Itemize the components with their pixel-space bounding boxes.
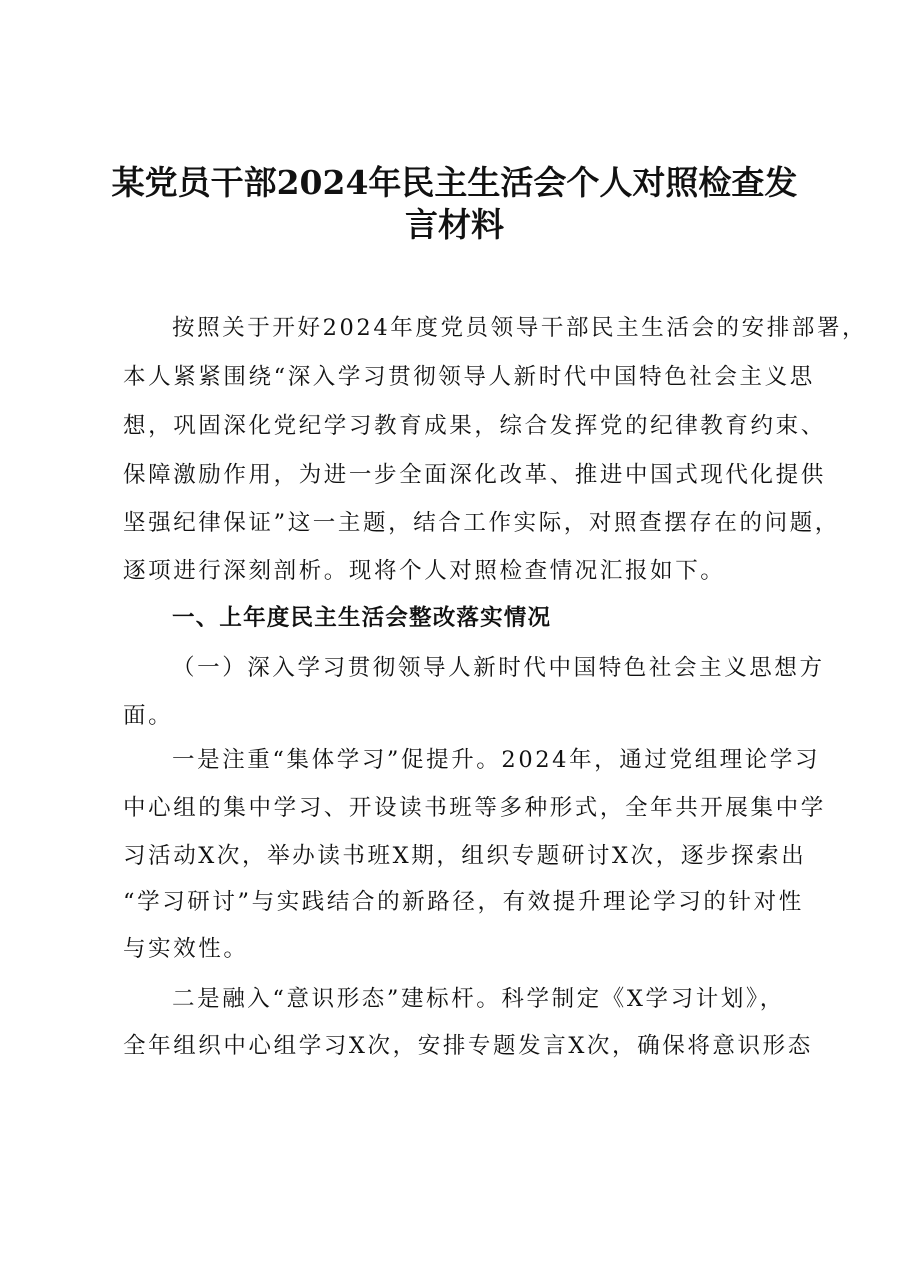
- body-text-line: 二是融入“意识形态”建标杆。科学制定《X学习计划》，: [172, 986, 785, 1012]
- body-text-line: 保障激励作用，为进一步全面深化改革、推进中国式现代化提供: [123, 462, 826, 488]
- body-text-line: 中心组的集中学习、开设读书班等多种形式，全年共开展集中学: [123, 795, 826, 821]
- body-text-line: 想，巩固深化党纪学习教育成果，综合发挥党的纪律教育约束、: [123, 413, 826, 439]
- body-text-line: 坚强纪律保证”这一主题，结合工作实际，对照查摆存在的问题，: [123, 510, 840, 536]
- body-text-line: 按照关于开好2024年度党员领导干部民主生活会的安排部署，: [172, 315, 868, 341]
- document-title-line-2: 言材料: [405, 205, 504, 244]
- subsection-heading: （一）深入学习贯彻领导人新时代中国特色社会主义思想方: [172, 655, 825, 681]
- subsection-heading-continued: 面。: [123, 703, 174, 729]
- document-title-line-1: 某党员干部2024年民主生活会个人对照检查发: [111, 163, 798, 202]
- body-text-line: 本人紧紧围绕“深入学习贯彻领导人新时代中国特色社会主义思: [123, 364, 815, 390]
- body-text-line: 习活动X次，举办读书班X期，组织专题研讨X次，逐步探索出: [123, 843, 807, 869]
- section-heading: 一、上年度民主生活会整改落实情况: [172, 605, 552, 631]
- body-text-line: “学习研讨”与实践结合的新路径，有效提升理论学习的针对性: [123, 889, 804, 915]
- body-text-line: 逐项进行深刻剖析。现将个人对照检查情况汇报如下。: [123, 558, 726, 584]
- body-text-line: 全年组织中心组学习X次，安排专题发言X次，确保将意识形态: [123, 1033, 813, 1059]
- body-text-line: 与实效性。: [123, 936, 249, 962]
- body-text-line: 一是注重“集体学习”促提升。2024年，通过党组理论学习: [172, 747, 821, 773]
